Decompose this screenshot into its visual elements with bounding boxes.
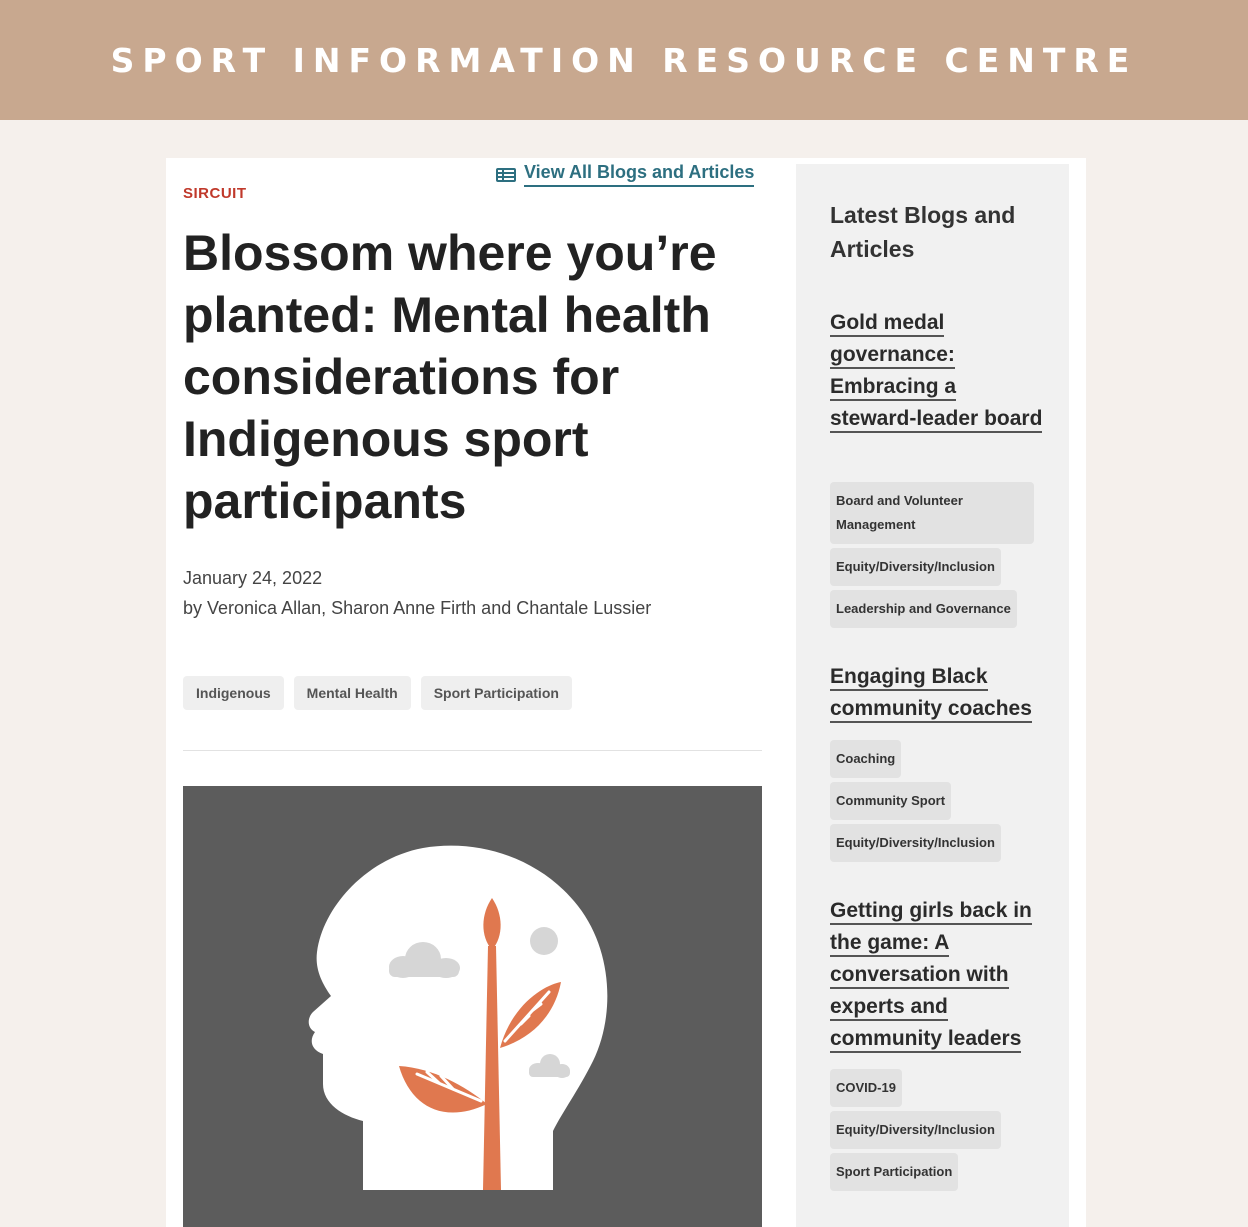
sidebar-post-title[interactable] <box>830 661 1045 725</box>
sidebar-tag[interactable]: Coaching <box>830 740 901 778</box>
head-silhouette <box>309 846 608 1190</box>
latest-articles-sidebar <box>796 164 1069 1227</box>
sidebar-post-title-text: Engaging Black community coaches <box>830 665 1032 723</box>
sidebar-tag[interactable]: Sport Participation <box>830 1153 958 1191</box>
site-banner <box>0 0 1248 120</box>
divider <box>183 750 762 751</box>
sidebar-title: Latest Blogs and Articles <box>830 202 1016 262</box>
sidebar-tag[interactable]: Equity/Diversity/Inclusion <box>830 548 1001 586</box>
sidebar-tag[interactable]: Community Sport <box>830 782 951 820</box>
tag-mental-health[interactable]: Mental Health <box>294 676 411 710</box>
article-card <box>166 158 1086 1227</box>
sidebar-post-title-text: Getting girls back in the game: A conversation with experts and community leaders <box>830 899 1032 1053</box>
site-title: SPORT INFORMATION RESOURCE CENTRE <box>110 40 1138 80</box>
article-title: Blossom where you’re planted: Mental health considerations for Indigenous sport participants <box>183 225 717 529</box>
hero-image <box>183 786 762 1227</box>
article-byline: by Veronica Allan, Sharon Anne Firth and Chantale Lussier <box>183 598 652 618</box>
view-all-label: View All Blogs and Articles <box>524 162 754 187</box>
article-category[interactable]: SIRCUIT <box>183 185 247 202</box>
article-tags <box>183 676 572 710</box>
sun-dot <box>530 927 558 955</box>
sidebar-tag[interactable]: Equity/Diversity/Inclusion <box>830 824 1001 862</box>
tag-indigenous[interactable]: Indigenous <box>183 676 284 710</box>
head-with-sprouting-plant-illustration <box>183 786 762 1227</box>
tag-sport-participation[interactable]: Sport Participation <box>421 676 572 710</box>
sidebar-post-title[interactable] <box>830 895 1045 1055</box>
view-all-blogs-link[interactable] <box>496 162 754 187</box>
sidebar-tag[interactable]: Leadership and Governance <box>830 590 1017 628</box>
sidebar-tag[interactable]: COVID-19 <box>830 1069 902 1107</box>
article-date: January 24, 2022 <box>183 568 323 588</box>
list-icon <box>496 168 516 182</box>
sidebar-post-title[interactable] <box>830 307 1045 435</box>
sidebar-tag[interactable]: Board and Volunteer Management <box>830 482 1034 544</box>
sidebar-tag[interactable]: Equity/Diversity/Inclusion <box>830 1111 1001 1149</box>
sidebar-post-title-text: Gold medal governance: Embracing a steward-leader board <box>830 311 1042 433</box>
